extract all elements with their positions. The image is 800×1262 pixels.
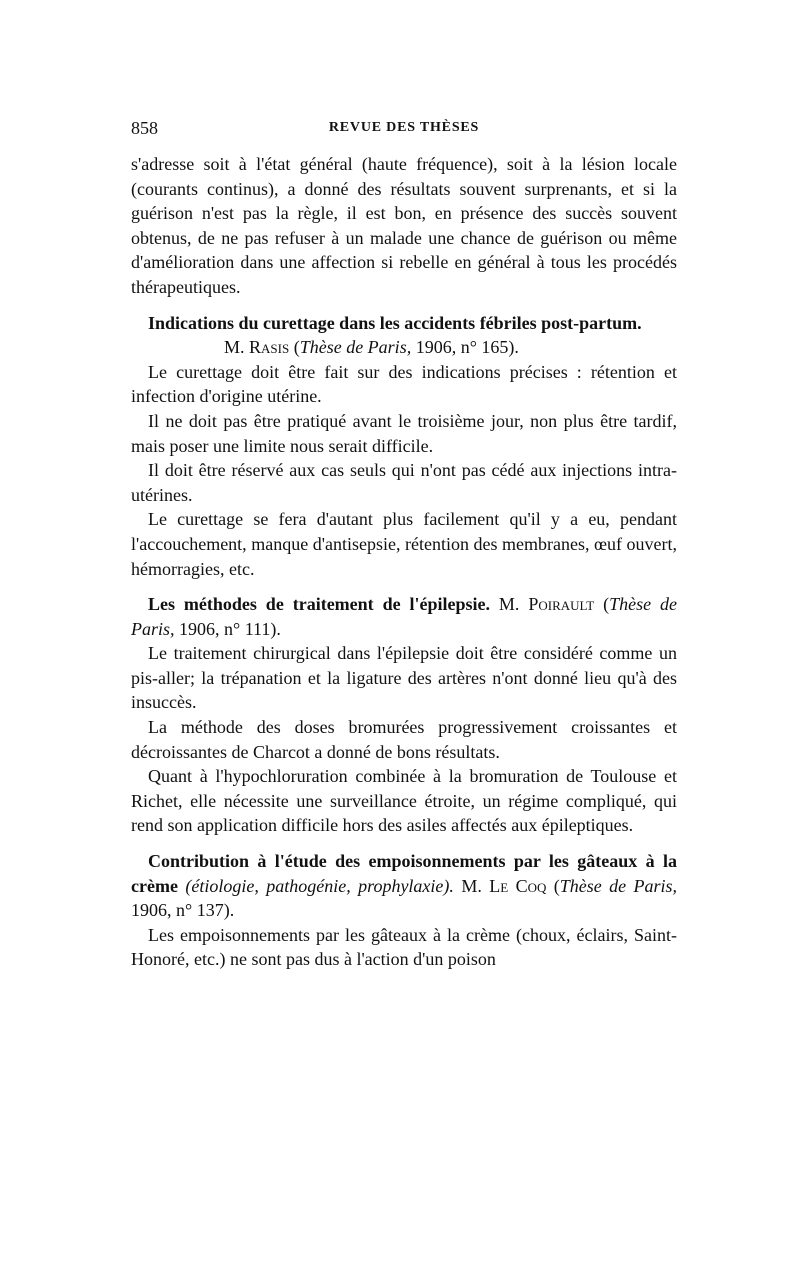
thesis-entry-curettage xyxy=(131,311,677,582)
entry-paragraph: Quant à l'hypochloruration combinée à la bromuration de Toulouse et Richet, elle nécessite une surveillance étroite, un régime compliqué, qui rend son application difficile hors des asiles affectés aux épileptiques. xyxy=(131,766,677,836)
source-detail: 1906, n° 165). xyxy=(415,337,519,358)
entry-citation: M. Rasis (Thèse de Paris, 1906, n° 165). xyxy=(224,337,519,358)
entry-paragraph: Le curettage doit être fait sur des indications précises : rétention et infection d'origine utérine. xyxy=(131,361,677,407)
entry-subtitle: (étiologie, pathogénie, prophylaxie). xyxy=(185,875,454,896)
author-name: Le Coq xyxy=(489,875,547,896)
source-title: Thèse de Paris, xyxy=(559,875,678,896)
intro-paragraph: s'adresse soit à l'état général (haute fréquence), soit à la lésion locale (courants continus), a donné des résultats souvent surprenants, et si la guérison n'est pas la règle, il est bon, en présence des succès souvent obtenus, de ne pas refuser à un malade une chance de guérison ou même d'amélioration dans une affection si rebelle en général à tous les procédés thérapeutiques. xyxy=(131,154,677,297)
page-header xyxy=(131,118,677,142)
source-detail: 1906, n° 137). xyxy=(131,900,235,921)
author-prefix: M. xyxy=(461,875,482,896)
entry-paragraph: La méthode des doses bromurées progressivement croissantes et décroissantes de Charcot a donné de bons résultats. xyxy=(131,717,677,762)
thesis-entry-gateaux xyxy=(131,849,677,972)
entry-title-text: Les méthodes de traitement de l'épilepsie. xyxy=(148,594,490,615)
entry-title xyxy=(131,311,677,336)
author-prefix: M. xyxy=(224,337,245,358)
source-title: Thèse de Paris, xyxy=(131,594,678,639)
entry-citation: M. Poirault (Thèse de Paris, 1906, n° 111). xyxy=(131,594,678,639)
author-prefix: M. xyxy=(498,594,520,615)
entry-paragraph: Le curettage se fera d'autant plus facilement qu'il y a eu, pendant l'accouchement, manque d'antisepsie, rétention des membranes, œuf ouvert, hémorragies, etc. xyxy=(131,509,677,579)
source-title: Thèse de Paris, xyxy=(299,337,412,358)
entry-title xyxy=(131,592,677,641)
source-detail: 1906, n° 111). xyxy=(179,618,281,639)
entry-paragraph: Les empoisonnements par les gâteaux à la crème (choux, éclairs, Saint-Honoré, etc.) ne sont pas dus à l'action d'un poison xyxy=(131,924,677,970)
entry-title-text: Contribution à l'étude des empoisonnements par les gâteaux à la crème xyxy=(131,851,677,896)
entry-paragraph: Il ne doit pas être pratiqué avant le troisième jour, non plus être tardif, mais poser une limite nous serait difficile. xyxy=(131,410,677,456)
entry-title xyxy=(131,849,677,923)
author-name: Poirault xyxy=(528,594,595,615)
entry-paragraph: Le traitement chirurgical dans l'épilepsie doit être considéré comme un pis-aller; la trépanation et la ligature des artères n'ont donné lieu qu'à des insuccès. xyxy=(131,643,677,713)
entry-title-text: Indications du curettage dans les accidents fébriles post-partum. xyxy=(148,312,642,333)
running-title: REVUE DES THÈSES xyxy=(328,120,480,135)
page-number: 858 xyxy=(131,118,158,138)
author-name: Rasis xyxy=(249,337,290,358)
thesis-entry-epilepsie xyxy=(131,592,677,838)
entry-paragraph: Il doit être réservé aux cas seuls qui n'ont pas cédé aux injections intra-utérines. xyxy=(131,460,677,505)
entry-citation: M. Le Coq (Thèse de Paris, 1906, n° 137). xyxy=(131,875,678,921)
page-body xyxy=(131,152,677,972)
